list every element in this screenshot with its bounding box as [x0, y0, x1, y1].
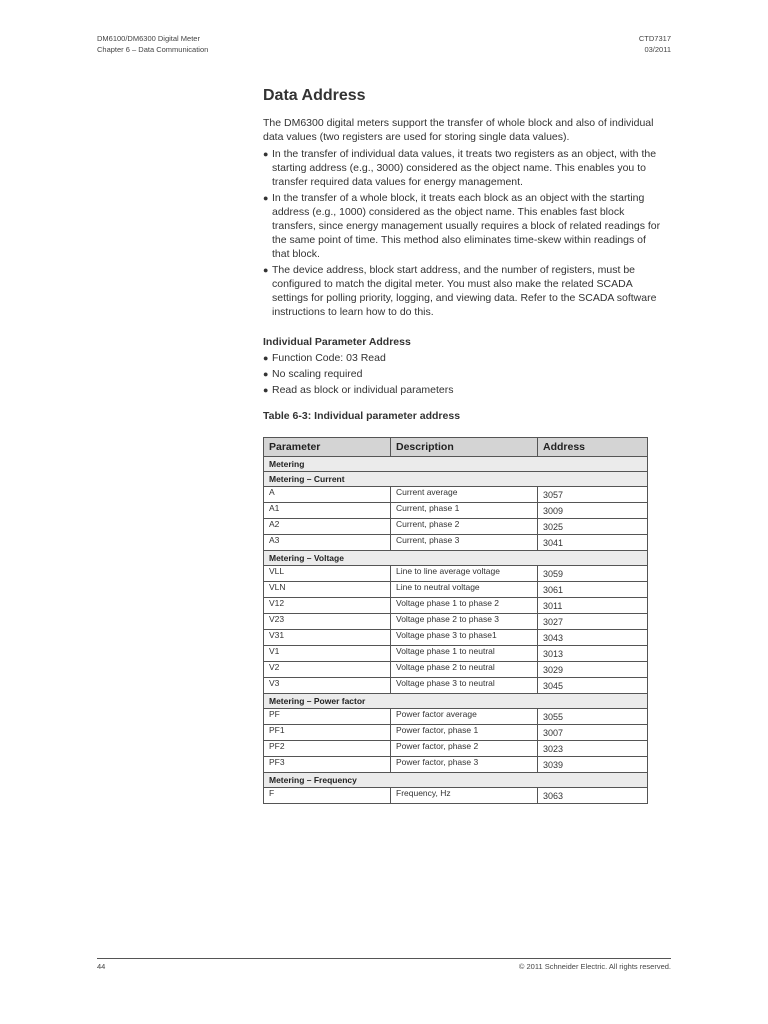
document-title: DM6100/DM6300 Digital Meter	[97, 34, 200, 43]
address-cell: 3045	[538, 678, 648, 694]
bullet-icon: ●	[263, 353, 269, 363]
description-cell: Power factor, phase 1	[391, 725, 538, 741]
description-cell: Line to line average voltage	[391, 566, 538, 582]
parameter-cell: PF2	[264, 741, 391, 757]
address-cell: 3007	[538, 725, 648, 741]
table-row	[264, 725, 648, 741]
bullet-icon: ●	[263, 193, 269, 203]
table-row	[264, 614, 648, 630]
description-cell: Voltage phase 1 to neutral	[391, 646, 538, 662]
address-cell: 3041	[538, 535, 648, 551]
table-row	[264, 662, 648, 678]
parameter-cell: A	[264, 487, 391, 503]
table-row	[264, 788, 648, 804]
description-cell: Current, phase 1	[391, 503, 538, 519]
running-header-left	[97, 33, 208, 55]
table-header-row	[264, 438, 648, 457]
group-label: Metering – Voltage	[264, 551, 648, 566]
group-row	[264, 694, 648, 709]
bullet-icon: ●	[263, 149, 269, 159]
address-cell: 3059	[538, 566, 648, 582]
parameter-cell: PF3	[264, 757, 391, 773]
table-row	[264, 535, 648, 551]
description-cell: Voltage phase 2 to phase 3	[391, 614, 538, 630]
address-cell: 3029	[538, 662, 648, 678]
bullet-icon: ●	[263, 385, 269, 395]
parameter-cell: A3	[264, 535, 391, 551]
bullet-item: ● Read as block or individual parameters	[263, 384, 454, 396]
table-body	[264, 457, 648, 804]
description-cell: Voltage phase 1 to phase 2	[391, 598, 538, 614]
main-content	[263, 86, 663, 423]
parameter-address-table	[263, 437, 648, 804]
parameter-cell: PF1	[264, 725, 391, 741]
table-row	[264, 582, 648, 598]
table-row	[264, 566, 648, 582]
description-cell: Current, phase 2	[391, 519, 538, 535]
group-label: Metering – Current	[264, 472, 648, 487]
section-title: Data Address	[263, 87, 366, 104]
group-label: Metering	[264, 457, 648, 472]
address-cell: 3063	[538, 788, 648, 804]
group-row	[264, 472, 648, 487]
address-cell: 3025	[538, 519, 648, 535]
bullet-icon: ●	[263, 369, 269, 379]
description-cell: Current average	[391, 487, 538, 503]
table-row	[264, 646, 648, 662]
document-code: CTD7317	[638, 34, 671, 43]
parameter-cell: V12	[264, 598, 391, 614]
table-row	[264, 519, 648, 535]
page-number: 44	[97, 962, 106, 971]
header-parameter: Parameter	[264, 438, 391, 457]
table-row	[264, 678, 648, 694]
parameter-bullet-list	[263, 351, 663, 397]
bullet-item: ● Function Code: 03 Read	[263, 352, 386, 364]
group-row	[264, 551, 648, 566]
parameter-cell: V2	[264, 662, 391, 678]
address-cell: 3013	[538, 646, 648, 662]
description-cell: Power factor average	[391, 709, 538, 725]
address-cell: 3009	[538, 503, 648, 519]
footer-divider	[97, 958, 671, 959]
table-caption: Table 6-3: Individual parameter address	[263, 410, 461, 422]
table-row	[264, 709, 648, 725]
group-row	[264, 773, 648, 788]
group-label: Metering – Frequency	[264, 773, 648, 788]
transfer-bullet-list	[263, 147, 663, 319]
table-row	[264, 503, 648, 519]
description-cell: Voltage phase 2 to neutral	[391, 662, 538, 678]
header-address: Address	[538, 438, 648, 457]
parameter-cell: V1	[264, 646, 391, 662]
parameter-cell: V31	[264, 630, 391, 646]
parameter-cell: VLN	[264, 582, 391, 598]
address-cell: 3055	[538, 709, 648, 725]
description-cell: Voltage phase 3 to neutral	[391, 678, 538, 694]
bullet-icon: ●	[263, 265, 269, 275]
running-header-right	[639, 33, 671, 55]
parameter-cell: V3	[264, 678, 391, 694]
bullet-item: ● In the transfer of individual data values, it treats two registers as an object, with the starting address (e.g., 3000) considered as the object name. This enables you to transfer required data values for energy management.	[263, 148, 657, 188]
intro-paragraph: The DM6300 digital meters support the transfer of whole block and also of individual data values (two registers are used for storing single data values).	[263, 117, 654, 143]
address-cell: 3039	[538, 757, 648, 773]
document-date: 03/2011	[644, 45, 671, 54]
bullet-item: ● The device address, block start address, and the number of registers, must be configured to match the digital meter. You must also make the related SCADA settings for polling priority, logging, and viewing data. Refer to the SCADA software instructions to learn how to do this.	[263, 264, 657, 318]
table-row	[264, 487, 648, 503]
address-cell: 3061	[538, 582, 648, 598]
parameter-cell: PF	[264, 709, 391, 725]
description-cell: Line to neutral voltage	[391, 582, 538, 598]
description-cell: Current, phase 3	[391, 535, 538, 551]
bullet-item: ● In the transfer of a whole block, it treats each block as an object with the starting address (e.g., 1000) considered as the object name. This enables fast block transfers, since energy management usually requires a block of related readings for the same point of time. This method also eliminates time-skew within readings of that block.	[263, 192, 661, 260]
parameter-cell: F	[264, 788, 391, 804]
parameter-cell: VLL	[264, 566, 391, 582]
group-label: Metering – Power factor	[264, 694, 648, 709]
parameter-cell: A2	[264, 519, 391, 535]
chapter-title: Chapter 6 – Data Communication	[97, 45, 209, 54]
subheading: Individual Parameter Address	[263, 336, 411, 348]
description-cell: Power factor, phase 2	[391, 741, 538, 757]
table-row	[264, 741, 648, 757]
group-row	[264, 457, 648, 472]
table-row	[264, 630, 648, 646]
bullet-item: ● No scaling required	[263, 368, 363, 380]
address-cell: 3027	[538, 614, 648, 630]
table-row	[264, 598, 648, 614]
address-cell: 3023	[538, 741, 648, 757]
description-cell: Power factor, phase 3	[391, 757, 538, 773]
description-cell: Voltage phase 3 to phase1	[391, 630, 538, 646]
parameter-cell: A1	[264, 503, 391, 519]
table-row	[264, 757, 648, 773]
header-description: Description	[391, 438, 538, 457]
address-cell: 3011	[538, 598, 648, 614]
address-cell: 3043	[538, 630, 648, 646]
parameter-cell: V23	[264, 614, 391, 630]
address-cell: 3057	[538, 487, 648, 503]
description-cell: Frequency, Hz	[391, 788, 538, 804]
copyright: © 2011 Schneider Electric. All rights reserved.	[518, 962, 671, 971]
